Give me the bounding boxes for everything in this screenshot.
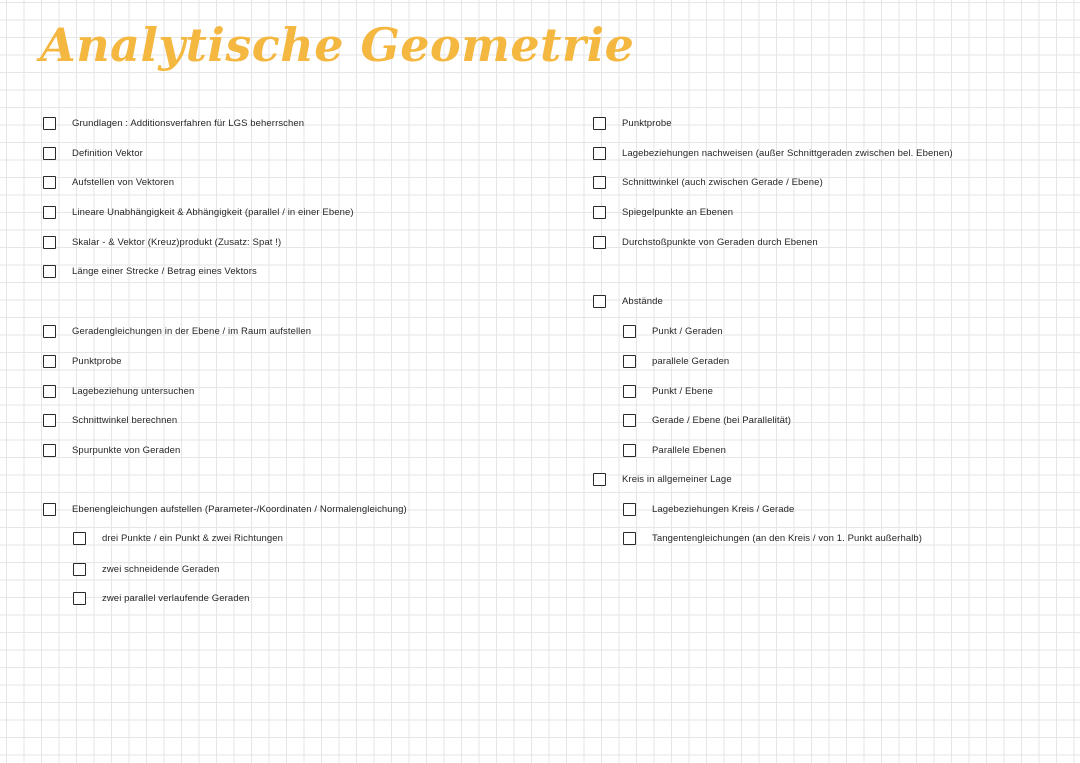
list-item-label: Lagebeziehungen Kreis / Gerade bbox=[652, 504, 795, 515]
list-item bbox=[593, 473, 732, 486]
checkbox[interactable] bbox=[73, 592, 86, 605]
list-item bbox=[73, 592, 249, 605]
checkbox[interactable] bbox=[593, 176, 606, 189]
checkbox[interactable] bbox=[43, 503, 56, 516]
list-item-label: Spiegelpunkte an Ebenen bbox=[622, 207, 734, 218]
list-item-label: Geradengleichungen in der Ebene / im Raum aufstellen bbox=[72, 326, 312, 337]
checkbox[interactable] bbox=[43, 236, 56, 249]
checkbox[interactable] bbox=[73, 532, 86, 545]
checkbox[interactable] bbox=[73, 563, 86, 576]
list-item-label: Punktprobe bbox=[622, 118, 672, 129]
list-item bbox=[43, 385, 194, 398]
list-item bbox=[623, 355, 729, 368]
checkbox[interactable] bbox=[43, 147, 56, 160]
list-item-label: Schnittwinkel (auch zwischen Gerade / Ebene) bbox=[622, 177, 823, 188]
checkbox[interactable] bbox=[593, 473, 606, 486]
list-item-label: Lagebeziehungen nachweisen (außer Schnittgeraden zwischen bel. Ebenen) bbox=[622, 148, 953, 159]
list-item-label: Parallele Ebenen bbox=[652, 445, 726, 456]
checkbox[interactable] bbox=[623, 503, 636, 516]
checkbox[interactable] bbox=[593, 206, 606, 219]
list-item bbox=[43, 117, 304, 130]
list-item-label: Skalar - & Vektor (Kreuz)produkt (Zusatz: Spat !) bbox=[72, 237, 282, 248]
checkbox[interactable] bbox=[43, 117, 56, 130]
list-item bbox=[623, 385, 713, 398]
list-item bbox=[43, 236, 281, 249]
checkbox[interactable] bbox=[43, 444, 56, 457]
checkbox[interactable] bbox=[623, 355, 636, 368]
checkbox[interactable] bbox=[43, 385, 56, 398]
list-item bbox=[43, 414, 177, 427]
page-title: Analytische Geometrie bbox=[40, 18, 635, 72]
list-item bbox=[43, 503, 407, 516]
list-item-label: Punkt / Ebene bbox=[652, 386, 713, 397]
checkbox[interactable] bbox=[623, 325, 636, 338]
list-item-label: Punktprobe bbox=[72, 356, 122, 367]
list-item-label: Schnittwinkel berechnen bbox=[72, 415, 178, 426]
list-item bbox=[43, 265, 257, 278]
list-item-label: Aufstellen von Vektoren bbox=[72, 177, 175, 188]
list-item bbox=[43, 176, 174, 189]
list-item-label: Lagebeziehung untersuchen bbox=[72, 386, 195, 397]
list-item-label: Länge einer Strecke / Betrag eines Vektors bbox=[72, 266, 257, 277]
checkbox[interactable] bbox=[43, 265, 56, 278]
list-item bbox=[43, 444, 180, 457]
checkbox[interactable] bbox=[623, 532, 636, 545]
checkbox[interactable] bbox=[593, 236, 606, 249]
list-item bbox=[593, 117, 672, 130]
list-item bbox=[43, 325, 311, 338]
checkbox[interactable] bbox=[593, 295, 606, 308]
checkbox[interactable] bbox=[593, 147, 606, 160]
checkbox[interactable] bbox=[43, 325, 56, 338]
checkbox[interactable] bbox=[43, 176, 56, 189]
checkbox[interactable] bbox=[43, 414, 56, 427]
list-item-label: drei Punkte / ein Punkt & zwei Richtungen bbox=[102, 533, 284, 544]
list-item-label: Tangentengleichungen (an den Kreis / von 1. Punkt außerhalb) bbox=[652, 533, 923, 544]
list-item bbox=[593, 236, 818, 249]
list-item-label: Punkt / Geraden bbox=[652, 326, 723, 337]
list-item bbox=[43, 147, 143, 160]
list-item bbox=[623, 325, 723, 338]
list-item bbox=[623, 414, 791, 427]
checkbox[interactable] bbox=[623, 444, 636, 457]
list-item bbox=[593, 295, 663, 308]
list-item bbox=[43, 206, 354, 219]
list-item-label: Kreis in allgemeiner Lage bbox=[622, 474, 732, 485]
list-item-label: Abstände bbox=[622, 296, 663, 307]
list-item bbox=[623, 532, 922, 545]
list-item bbox=[623, 444, 726, 457]
checkbox[interactable] bbox=[43, 355, 56, 368]
list-item bbox=[593, 206, 733, 219]
list-item-label: Definition Vektor bbox=[72, 148, 143, 159]
list-item-label: Gerade / Ebene (bei Parallelität) bbox=[652, 415, 792, 426]
list-item-label: Durchstoßpunkte von Geraden durch Ebenen bbox=[622, 237, 818, 248]
list-item bbox=[593, 147, 953, 160]
list-item-label: Spurpunkte von Geraden bbox=[72, 445, 181, 456]
checkbox[interactable] bbox=[593, 117, 606, 130]
list-item-label: Lineare Unabhängigkeit & Abhängigkeit (parallel / in einer Ebene) bbox=[72, 207, 354, 218]
checkbox[interactable] bbox=[43, 206, 56, 219]
checkbox[interactable] bbox=[623, 414, 636, 427]
list-item bbox=[73, 532, 283, 545]
list-item bbox=[593, 176, 823, 189]
list-item bbox=[43, 355, 122, 368]
list-item bbox=[623, 503, 794, 516]
checkbox[interactable] bbox=[623, 385, 636, 398]
list-item-label: zwei parallel verlaufende Geraden bbox=[102, 593, 250, 604]
list-item-label: Grundlagen : Additionsverfahren für LGS beherrschen bbox=[72, 118, 305, 129]
list-item bbox=[73, 563, 220, 576]
list-item-label: parallele Geraden bbox=[652, 356, 730, 367]
list-item-label: zwei schneidende Geraden bbox=[102, 564, 220, 575]
list-item-label: Ebenengleichungen aufstellen (Parameter-/Koordinaten / Normalengleichung) bbox=[72, 504, 407, 515]
